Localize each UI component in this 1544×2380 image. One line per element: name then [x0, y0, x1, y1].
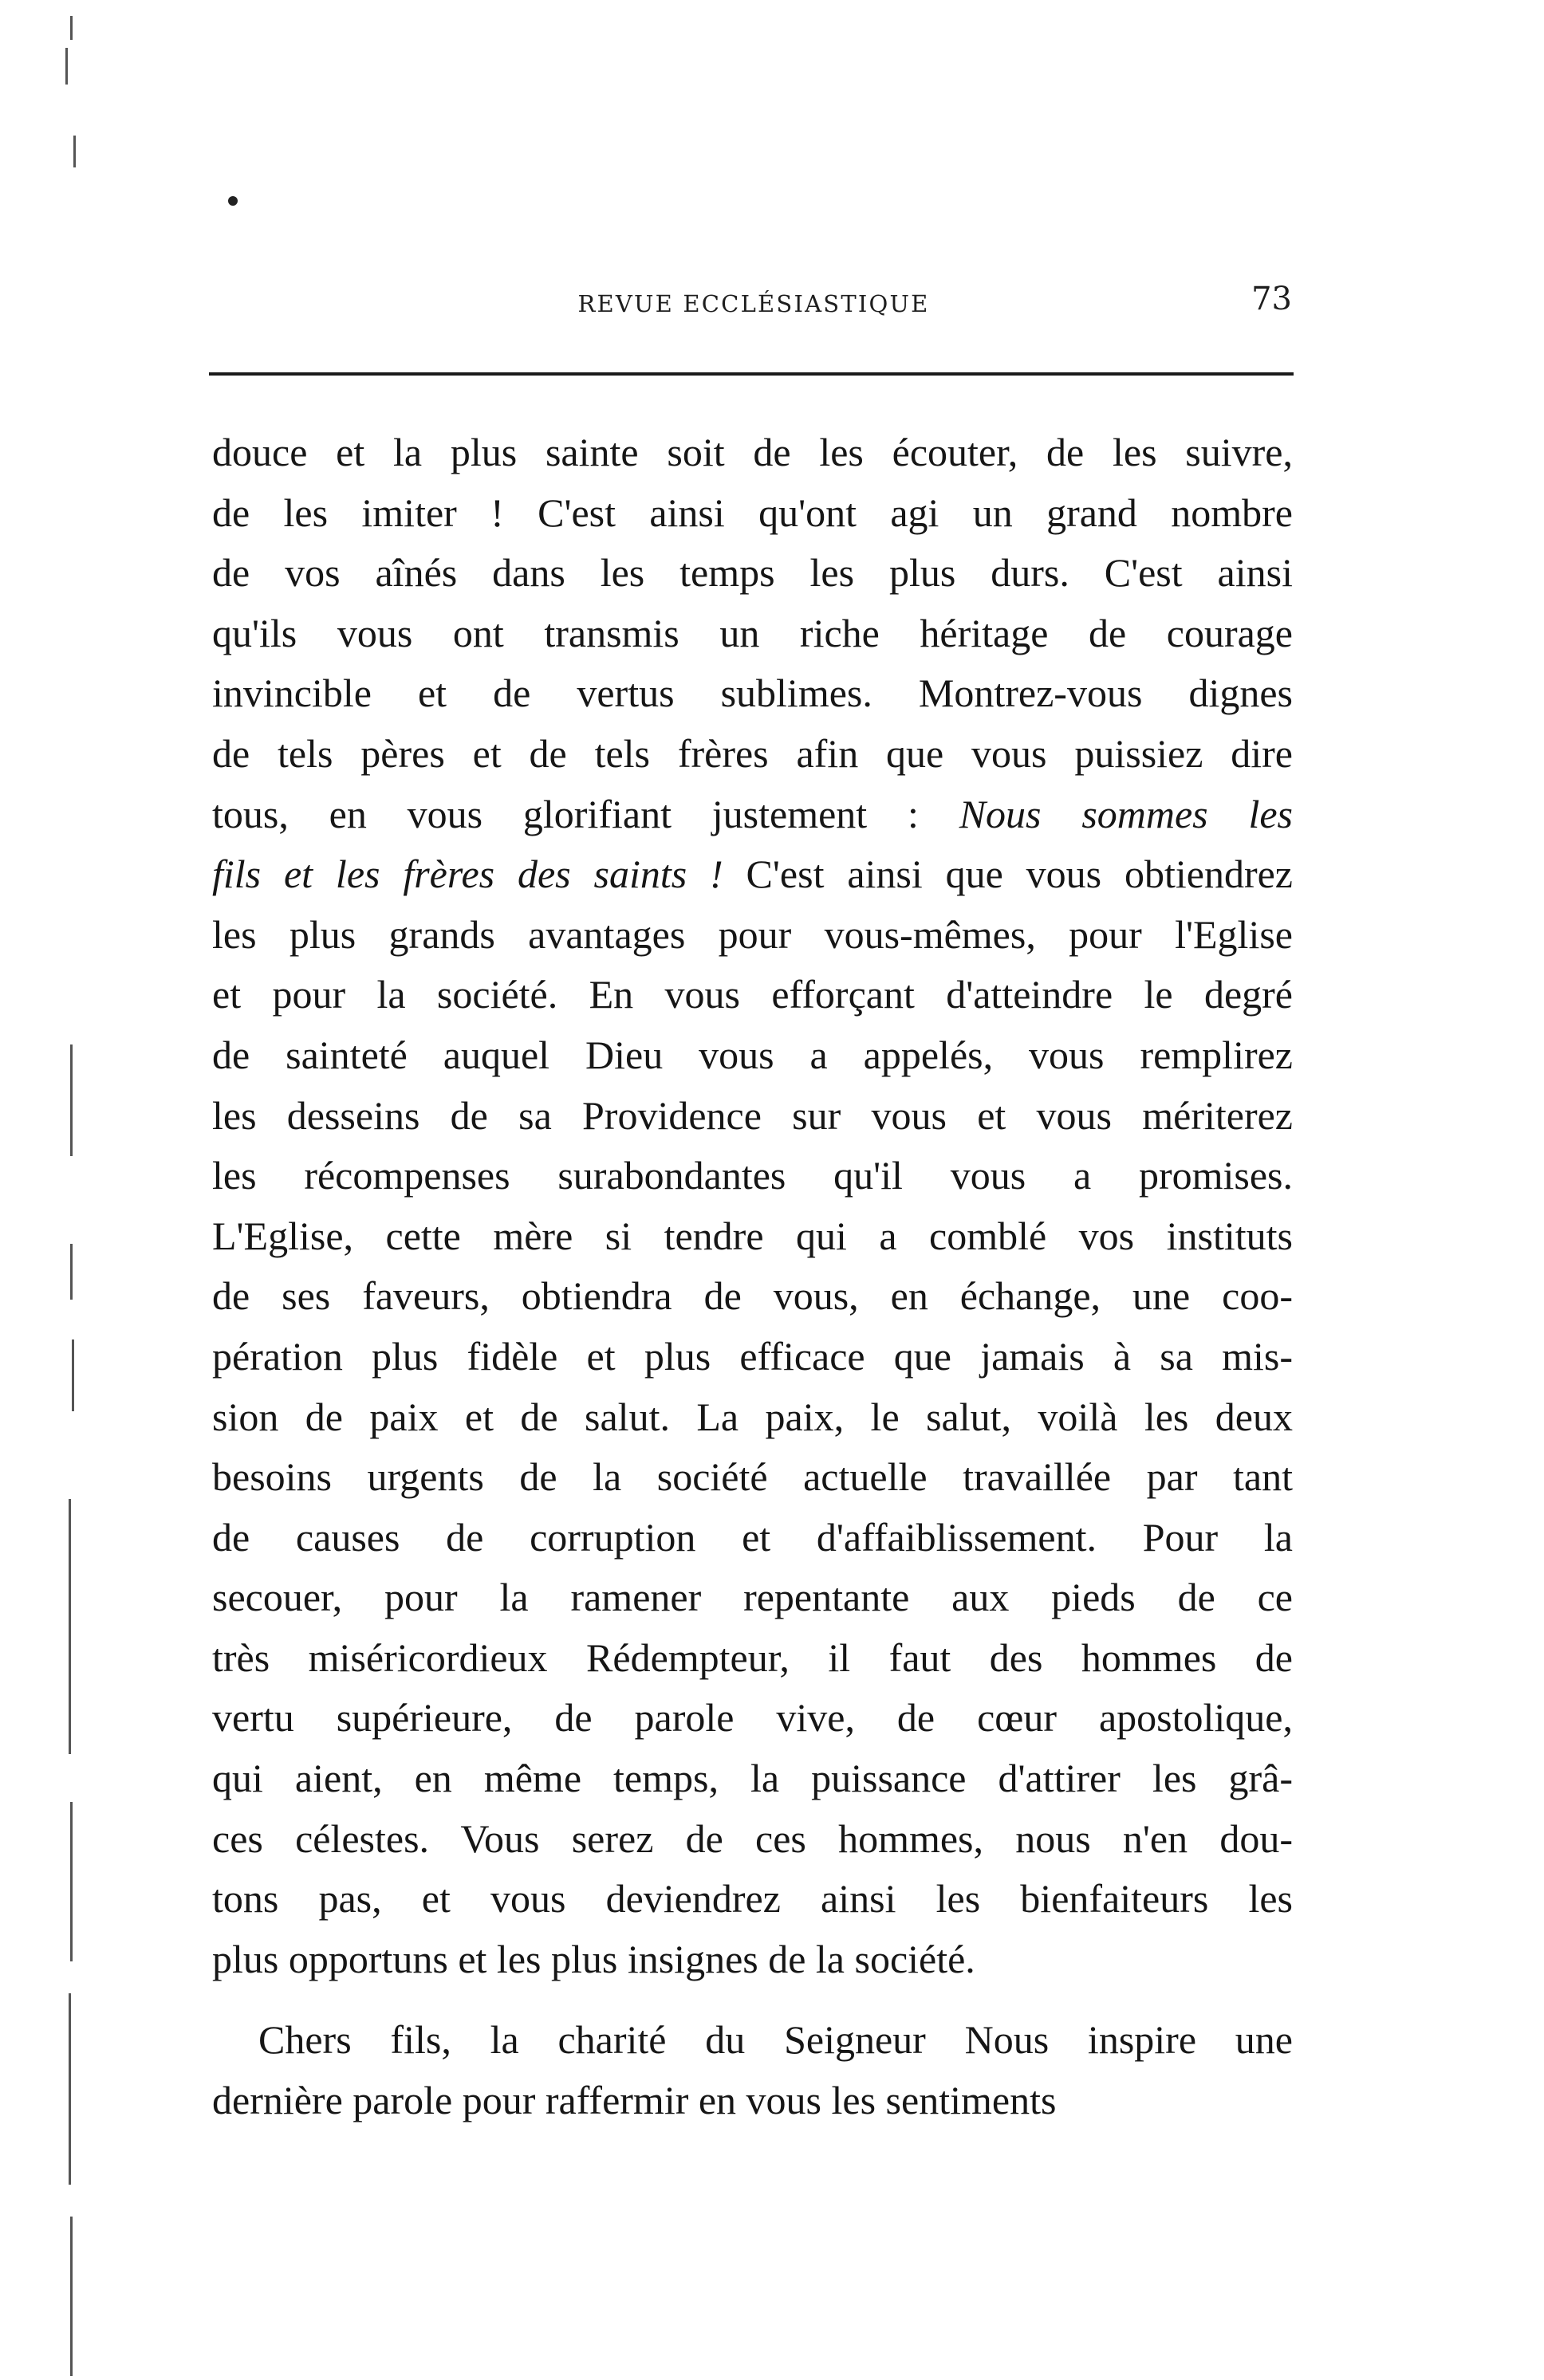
text-line [212, 1688, 1293, 1749]
text-line [212, 604, 1293, 664]
text-line [212, 1266, 1293, 1327]
text-segment: qui aient, en même temps, la puissance d'attirer les grâ- [212, 1756, 1293, 1801]
text-segment: les plus grands avantages pour vous-mêmes, pour l'Eglise [212, 911, 1293, 957]
text-line [212, 1628, 1293, 1689]
text-segment: sion de paix et de salut. La paix, le salut, voilà les deux [212, 1394, 1293, 1439]
text-line [212, 1508, 1293, 1568]
text-segment: très miséricordieux Rédempteur, il faut des hommes de [212, 1635, 1293, 1680]
text-segment: ces célestes. Vous serez de ces hommes, nous n'en dou- [212, 1815, 1293, 1861]
text-line [212, 423, 1293, 483]
paragraph [212, 2010, 1293, 2130]
text-line [212, 1749, 1293, 1809]
text-segment: secouer, pour la ramener repentante aux pieds de ce [212, 1575, 1293, 1620]
text-line [212, 663, 1293, 724]
text-line [212, 724, 1293, 785]
text-line [212, 2071, 1293, 2131]
page-number: 73 [1251, 281, 1292, 317]
header-rule [209, 372, 1294, 376]
text-segment: dernière parole pour raffermir en vous les sentiments [212, 2078, 1057, 2123]
text-segment: pération plus fidèle et plus efficace que jamais à sa mis- [212, 1333, 1293, 1379]
text-line [212, 1809, 1293, 1870]
text-line [212, 483, 1293, 544]
text-segment: vertu supérieure, de parole vive, de cœur apostolique, [212, 1695, 1293, 1741]
text-line [212, 1568, 1293, 1628]
body-text [212, 423, 1293, 2131]
italic-quote: fils et les frères des saints ! [212, 852, 723, 897]
running-head [207, 281, 1300, 328]
text-line [212, 1387, 1293, 1448]
running-title: REVUE ECCLÉSIASTIQUE [577, 290, 930, 317]
text-segment: invincible et de vertus sublimes. Montrez-vous dignes [212, 671, 1293, 716]
text-segment: qu'ils vous ont transmis un riche héritage de courage [212, 610, 1293, 655]
text-segment: de tels pères et de tels frères afin que vous puissiez dire [212, 730, 1293, 776]
text-segment: de vos aînés dans les temps les plus durs. C'est ainsi [212, 550, 1293, 596]
italic-quote: Nous sommes les [959, 791, 1293, 836]
text-line [212, 2010, 1293, 2071]
text-segment: tous, en vous glorifiant justement : [212, 791, 959, 836]
text-line [212, 1869, 1293, 1930]
text-line [212, 1025, 1293, 1086]
text-segment: C'est ainsi que vous obtiendrez [723, 852, 1293, 897]
text-line [212, 543, 1293, 604]
text-line [212, 1146, 1293, 1206]
text-segment: les desseins de sa Providence sur vous et vous mériterez [212, 1092, 1293, 1138]
text-line [212, 1930, 1293, 1990]
text-segment: L'Eglise, cette mère si tendre qui a comblé vos instituts [212, 1213, 1293, 1258]
text-line [212, 844, 1293, 905]
text-segment: tons pas, et vous deviendrez ainsi les bienfaiteurs les [212, 1876, 1293, 1922]
text-segment: de ses faveurs, obtiendra de vous, en échange, une coo- [212, 1273, 1293, 1319]
text-segment: Chers fils, la charité du Seigneur Nous inspire une [258, 2017, 1293, 2063]
text-line [212, 965, 1293, 1025]
stray-ink-dot [228, 196, 238, 206]
text-segment: les récompenses surabondantes qu'il vous a promises. [212, 1153, 1293, 1198]
text-line [212, 1206, 1293, 1267]
paragraph [212, 423, 1293, 1989]
text-line [212, 1327, 1293, 1387]
text-segment: de sainteté auquel Dieu vous a appelés, vous remplirez [212, 1032, 1293, 1077]
scan-edge-marks [46, 16, 78, 2376]
text-segment: de les imiter ! C'est ainsi qu'ont agi un grand nombre [212, 490, 1293, 535]
text-segment: et pour la société. En vous efforçant d'atteindre le degré [212, 972, 1293, 1017]
text-segment: de causes de corruption et d'affaiblissement. Pour la [212, 1514, 1293, 1560]
text-line [212, 1086, 1293, 1147]
text-segment: besoins urgents de la société actuelle travaillée par tant [212, 1454, 1293, 1500]
text-line [212, 785, 1293, 845]
text-segment: douce et la plus sainte soit de les écouter, de les suivre, [212, 430, 1293, 474]
text-line [212, 1447, 1293, 1508]
text-line [212, 905, 1293, 966]
text-segment: plus opportuns et les plus insignes de la société. [212, 1936, 975, 1981]
